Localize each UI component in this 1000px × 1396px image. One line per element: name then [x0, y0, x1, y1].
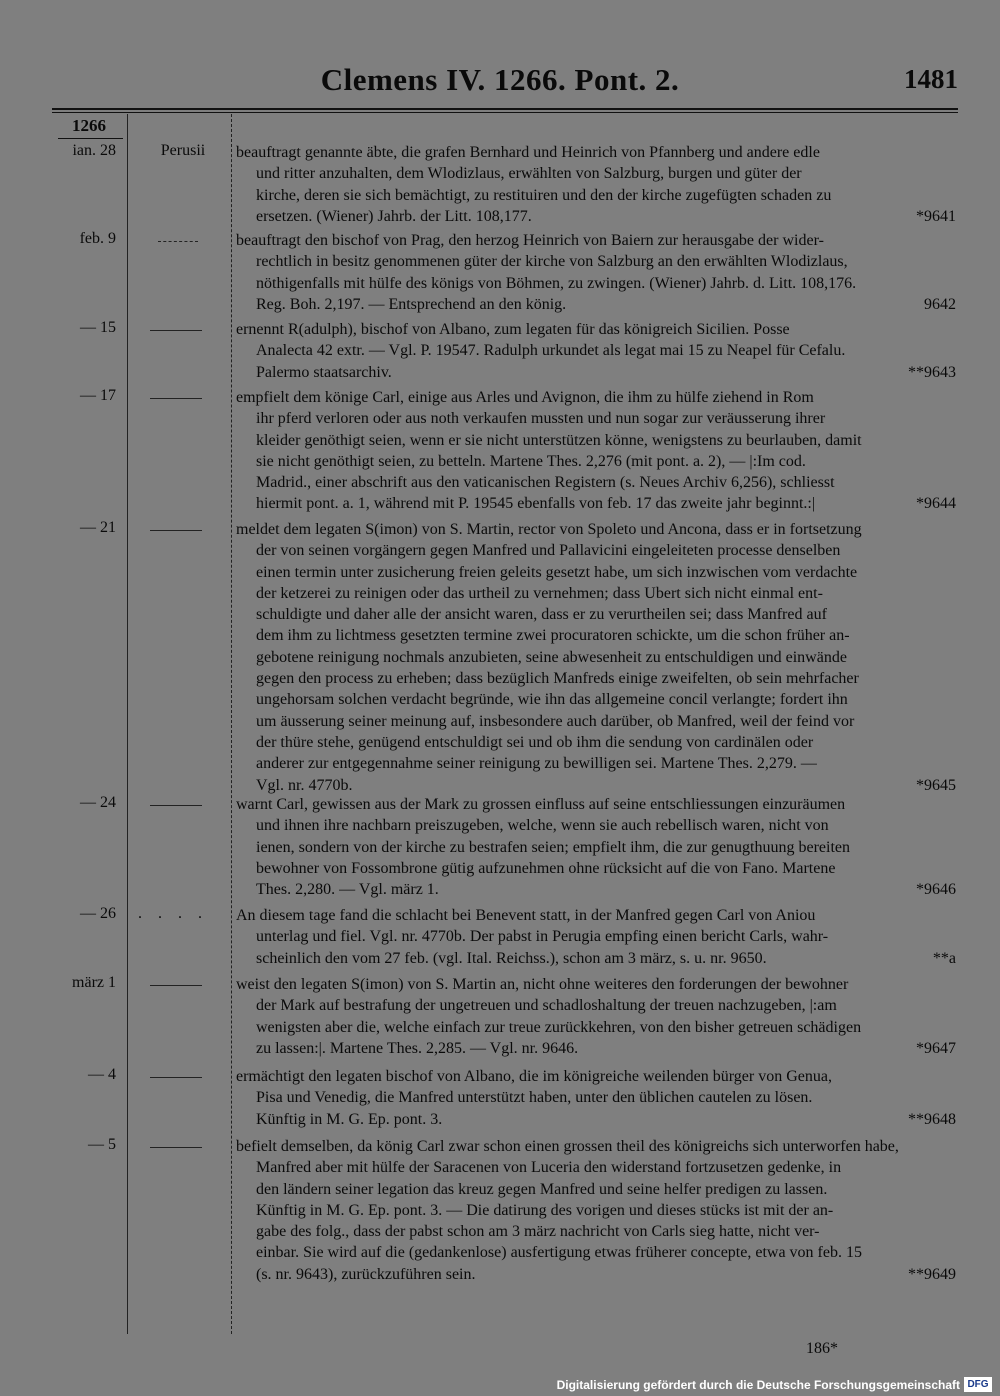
entry-line-text: ermächtigt den legaten bischof von Albano, die im königreiche weilenden bürger von Genua, [236, 1068, 832, 1085]
entry-line [236, 251, 956, 272]
year-heading: 1266 [72, 116, 106, 135]
column-divider-date [127, 114, 128, 1334]
entry-text [236, 387, 956, 515]
entry-line [236, 948, 956, 969]
entry-line-text: kirche, deren sie sich bemächtigt, zu restituiren und den der kirche zugefügten schaden zu [256, 186, 832, 204]
entry-line [236, 1200, 956, 1221]
entry-line [236, 1242, 956, 1263]
column-divider-place [231, 114, 232, 1334]
entry-line [236, 206, 956, 227]
entry-line [236, 451, 956, 472]
entry-line [236, 230, 956, 251]
entry-line [236, 408, 956, 429]
entry-line-text: wenigsten aber die, welche einfach zur treue zurückkehren, von den bisher getreuen schädigen [256, 1018, 862, 1036]
entry-place-ditto [150, 985, 202, 986]
entry-line-text: Pisa und Venedig, die Manfred unterstützt haben, unter den üblichen cautelen zu lösen. [256, 1089, 813, 1107]
entry-line [236, 1221, 956, 1242]
entry-line [236, 647, 956, 668]
running-title: Clemens IV. 1266. Pont. 2. [320, 62, 680, 97]
entry-line-text: ersetzen. (Wiener) Jahrb. der Litt. 108,177. [256, 207, 532, 225]
entry-line-text: der ketzerei zu reinigen oder das urtheil zu vernehmen; dass Ubert sich nicht einmal ent- [256, 584, 823, 602]
entry-line [236, 905, 956, 926]
entry-line [236, 753, 956, 774]
entry-place-ditto [150, 398, 202, 399]
entry-line-text: der thüre stehe, genügend entschuldigt sei und ob ihm die sendung von cardinälen oder [256, 733, 814, 751]
entry-line [236, 472, 956, 493]
entry-line-text: der von seinen vorgängern gegen Manfred und Pallavicini eingeleiteten processe denselben [256, 542, 841, 560]
entry-text [236, 794, 956, 900]
entry-line [236, 1109, 956, 1130]
entry-line-text: Künftig in M. G. Ep. pont. 3. [256, 1110, 443, 1128]
entry-line [236, 142, 956, 163]
entry-line [236, 858, 956, 879]
header-rule-thin [52, 112, 958, 113]
entry-line [236, 837, 956, 858]
entry-line-text: kleider genöthigt seien, wenn er sie nicht unterstützen könne, wenigstens zu beurlauben, damit [256, 431, 862, 449]
regesta-number: 9642 [924, 295, 956, 313]
entry-text [236, 319, 956, 383]
header-rule [52, 108, 958, 110]
entry-text [236, 230, 956, 315]
entry-line-text: (s. nr. 9643), zurückzuführen sein. [256, 1265, 476, 1283]
entry-line [236, 625, 956, 646]
entry-line-text: beauftragt den bischof von Prag, den herzog Heinrich von Baiern zur herausgabe der wider- [236, 232, 824, 249]
entry-line-text: ihr pferd verloren oder aus noth verkaufen mussten und nun sogar zur veräusserung ihrer [256, 410, 826, 428]
entry-line [236, 1136, 956, 1157]
entry-date: — 4 [88, 1066, 116, 1083]
entry-date: — 21 [80, 519, 116, 536]
entry-line-text: Thes. 2,280. — Vgl. märz 1. [256, 881, 439, 899]
entry-line-text: ienen, sondern von der kirche zu bestrafen seien; empfielt ihm, die zur genugthuung bereiten [256, 838, 851, 856]
entry-line [236, 430, 956, 451]
entry-line [236, 583, 956, 604]
entry-line [236, 1087, 956, 1108]
entry-date: ian. 28 [72, 142, 116, 159]
regesta-number: **9649 [908, 1265, 956, 1283]
entry-text [236, 519, 956, 796]
entry-line-text: einen termin unter zusicherung freien geleits gesetzt habe, um sich inzwischen vom verdachte [256, 563, 858, 581]
entry-place-ditto [150, 1147, 202, 1148]
entry-line-text: beauftragt genannte äbte, die grafen Bernhard und Heinrich von Pfannberg und andere edle [236, 144, 820, 161]
entry-text [236, 905, 956, 969]
entry-text [236, 1066, 956, 1130]
entry-line-text: Künftig in M. G. Ep. pont. 3. — Die datirung des vorigen und dieses stücks ist mit der an- [256, 1201, 834, 1219]
entry-line [236, 493, 956, 514]
entry-line-text: sie nicht genöthigt seien, zu betteln. Martene Thes. 2,276 (mit pont. a. 2), — |:Im cod. [256, 452, 806, 470]
regesta-number: *9647 [916, 1039, 956, 1057]
entry-line-text: Palermo staatsarchiv. [256, 363, 392, 381]
entry-line [236, 185, 956, 206]
regesta-number: *9645 [916, 776, 956, 794]
entry-line-text: anderer zur entgegennahme seiner reinigung zu bewilligen sei. Martene Thes. 2,279. — [256, 755, 817, 773]
entry-line-text: den ländern seiner legation das kreuz gegen Manfred und seine helfer predigen zu lassen. [256, 1180, 828, 1198]
sheet-signature: 186* [806, 1340, 838, 1357]
entry-line [236, 163, 956, 184]
entry-date: — 26 [80, 905, 116, 922]
regesta-number: *9641 [916, 207, 956, 225]
entry-line [236, 319, 956, 340]
entry-line [236, 974, 956, 995]
entry-place-ditto [158, 241, 198, 242]
entry-text [236, 974, 956, 1059]
entry-line [236, 995, 956, 1016]
entry-line-text: Madrid., einer abschrift aus den vaticanischen Registern (s. Neues Archiv 6,256), schliesst [256, 474, 835, 492]
regesta-number: *9646 [916, 881, 956, 899]
entry-line-text: Vgl. nr. 4770b. [256, 776, 353, 794]
entry-line [236, 794, 956, 815]
entry-line-text: ernennt R(adulph), bischof von Albano, zum legaten für das königreich Sicilien. Posse [236, 321, 790, 338]
year-underline [58, 138, 123, 139]
entry-line [236, 711, 956, 732]
entry-text [236, 1136, 956, 1285]
entry-date: — 24 [80, 794, 116, 811]
entry-line [236, 732, 956, 753]
entry-line [236, 775, 956, 796]
entry-line [236, 519, 956, 540]
entry-line-text: der Mark auf bestrafung der ungetreuen und schadloshaltung der treuen nachzugeben, |:am [256, 997, 837, 1015]
entry-line-text: An diesem tage fand die schlacht bei Benevent statt, in der Manfred gegen Carl von Aniou [236, 907, 816, 924]
entry-line-text: zu lassen:|. Martene Thes. 2,285. — Vgl. nr. 9646. [256, 1039, 579, 1057]
entry-line-text: rechtlich in besitz genommenen güter der kirche von Salzburg an den erwählten Wlodizlaus, [256, 253, 848, 271]
entry-line-text: warnt Carl, gewissen aus der Mark zu grossen einfluss auf seine entschliessungen einzuräumen [236, 796, 846, 813]
entry-place-dots: . . . . [138, 905, 208, 922]
entry-line [236, 1157, 956, 1178]
entry-line-text: und ihnen ihre nachbarn preiszugeben, welche, wenn sie auch rebellisch waren, nicht von [256, 817, 829, 835]
entry-line [236, 926, 956, 947]
entry-date: feb. 9 [79, 230, 116, 247]
entry-line [236, 1066, 956, 1087]
entry-place-ditto [150, 805, 202, 806]
entry-line [236, 340, 956, 361]
regesta-number: **9643 [908, 363, 956, 381]
entry-line-text: dem ihm zu lichtmess gesetzten termine zwei procuratoren schickte, um die schon früher an- [256, 627, 850, 645]
entry-line [236, 668, 956, 689]
page-number: 1481 [904, 64, 958, 94]
dfg-logo: DFG [964, 1377, 992, 1392]
entry-line-text: einbar. Sie wird auf die (gedankenlose) ausfertigung etwas früherer concepte, etwa von feb. 15 [256, 1244, 862, 1262]
entry-date: — 5 [88, 1136, 116, 1153]
entry-place-ditto [150, 530, 202, 531]
entry-line-text: scheinlich den vom 27 feb. (vgl. Ital. Reichss.), schon am 3 märz, s. u. nr. 9650. [256, 949, 767, 967]
funding-credit: Digitalisierung gefördert durch die Deutsche Forschungsgemeinschaft [556, 1378, 960, 1392]
entry-line-text: und ritter anzuhalten, dem Wlodizlaus, erwählten von Salzburg, burgen und güter der [256, 165, 802, 183]
entry-line [236, 879, 956, 900]
entry-line-text: Reg. Boh. 2,197. — Entsprechend an den könig. [256, 295, 567, 313]
entry-line-text: Manfred aber mit hülfe der Saracenen von Luceria den widerstand fortzusetzen gedenke, in [256, 1159, 842, 1177]
entry-line-text: Analecta 42 extr. — Vgl. P. 19547. Radulph urkundet als legat mai 15 zu Neapel für Cefalu. [256, 342, 846, 360]
entry-line [236, 562, 956, 583]
entry-place-ditto [150, 1077, 202, 1078]
entry-line-text: ungehorsam solchen verdacht begründe, wie ihn das allgemeine concil verlangte; fordert ihn [256, 691, 848, 709]
entry-line [236, 294, 956, 315]
entry-line-text: befielt demselben, da könig Carl zwar schon einen grossen theil des königreichs sich unterworfen habe, [236, 1138, 899, 1155]
regesta-number: **9648 [908, 1110, 956, 1128]
entry-date: märz 1 [72, 974, 116, 991]
entry-line-text: weist den legaten S(imon) von S. Martin an, nicht ohne weiteres den forderungen der bewohner [236, 976, 849, 993]
entry-line [236, 1038, 956, 1059]
entry-line-text: empfielt dem könige Carl, einige aus Arles und Avignon, die ihm zu hülfe ziehend in Rom [236, 389, 814, 406]
entry-place: Perusii [160, 142, 206, 159]
entry-line-text: meldet dem legaten S(imon) von S. Martin, rector von Spoleto und Ancona, dass er in fortsetzung [236, 521, 862, 538]
regesta-number: *9644 [916, 495, 956, 513]
entry-line [236, 1017, 956, 1038]
entry-line-text: bewohner von Fossombrone gütig aufzunehmen ohne rücksicht auf die von Fano. Martene [256, 859, 836, 877]
entry-line-text: unterlag und fiel. Vgl. nr. 4770b. Der pabst in Perugia empfing einen bericht Carls, wahr- [256, 928, 829, 946]
entry-line [236, 273, 956, 294]
entry-line [236, 362, 956, 383]
entry-line-text: schuldigte und daher alle der ansicht waren, dass er zu verurtheilen sei; dass Manfred auf [256, 606, 827, 624]
regesta-number: **a [932, 949, 956, 967]
entry-line-text: nöthigenfalls mit hülfe des königs von Böhmen, zu zwingen. (Wiener) Jahrb. d. Litt. 108,176. [256, 274, 857, 292]
entry-line [236, 604, 956, 625]
entry-date: — 17 [80, 387, 116, 404]
entry-line-text: gegen den process zu erheben; dass bezüglich Manfreds einige zweifelten, ob sein mehrfacher [256, 670, 859, 688]
entry-line [236, 689, 956, 710]
entry-line [236, 815, 956, 836]
entry-line-text: um äusserung seiner meinung auf, insbesondere auch darüber, ob Manfred, weil der feind vor [256, 712, 855, 730]
entry-line [236, 540, 956, 561]
entry-line [236, 1264, 956, 1285]
entry-line [236, 1179, 956, 1200]
entry-line-text: gabe des folg., dass der pabst schon am 3 märz nachricht von Carls sieg hatte, nicht ver- [256, 1223, 820, 1241]
entry-place-ditto [150, 330, 202, 331]
entry-line [236, 387, 956, 408]
entry-line-text: hiermit pont. a. 1, während mit P. 19545 ebenfalls von feb. 17 das zweite jahr beginnt.:| [256, 495, 816, 513]
entry-date: — 15 [80, 319, 116, 336]
entry-text [236, 142, 956, 227]
entry-line-text: gebotene reinigung nochmals anzubieten, seine abwesenheit zu entschuldigen und einwände [256, 648, 847, 666]
